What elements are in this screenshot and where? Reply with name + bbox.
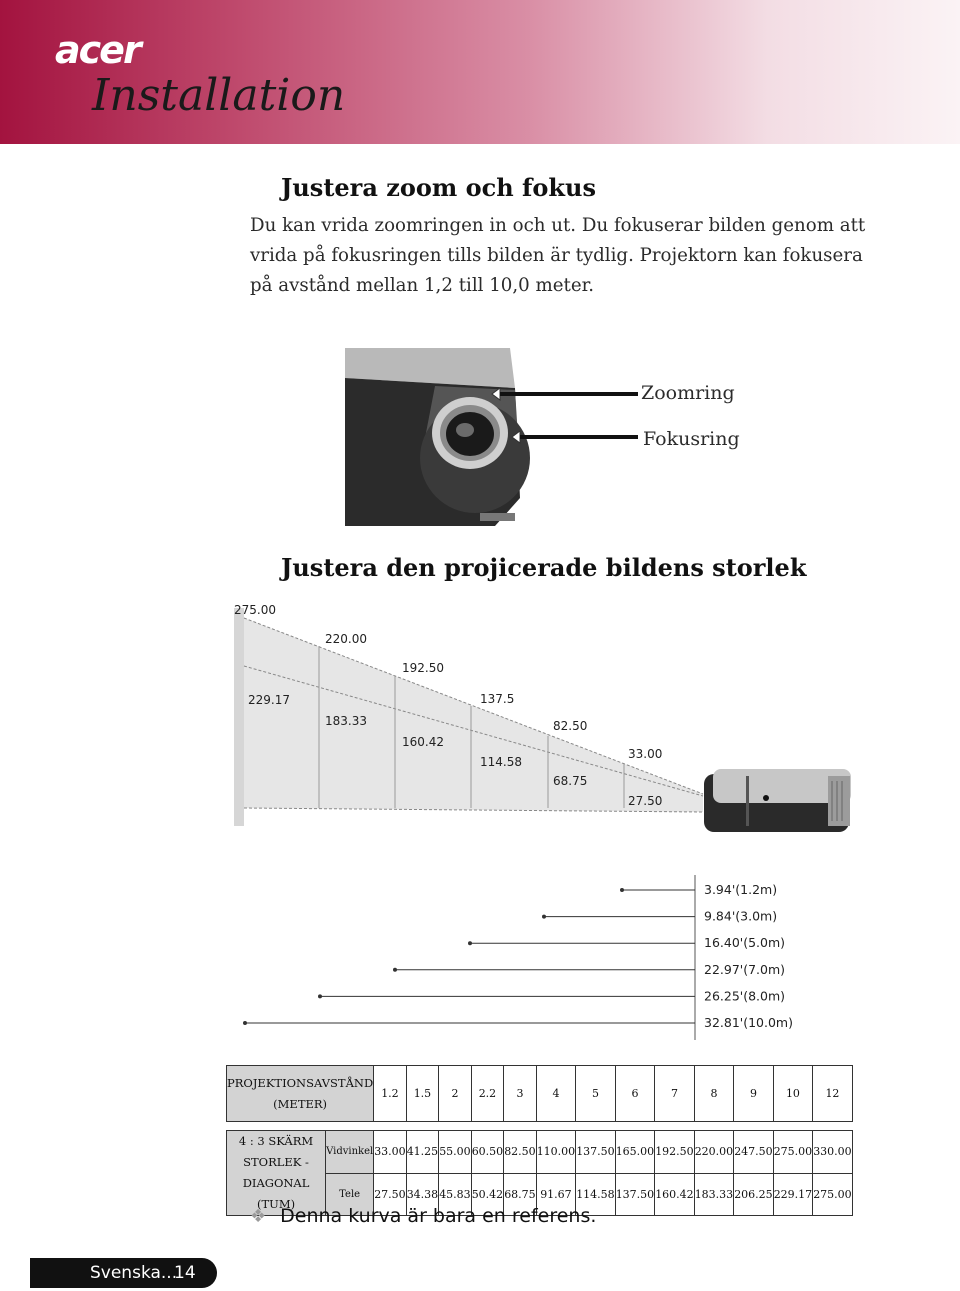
distance-label: 16.40'(5.0m) — [704, 935, 786, 951]
distance-cell: 1.5 — [406, 1066, 439, 1122]
distance-label: 9.84'(3.0m) — [704, 908, 778, 924]
distance-line-end — [394, 968, 397, 971]
table-cell: 206.25 — [734, 1173, 774, 1216]
table-cell: 247.50 — [734, 1131, 774, 1174]
distance-cell: 8 — [694, 1066, 734, 1122]
page-number: 14 — [174, 1263, 196, 1283]
zoom-focus-heading: Justera zoom och fokus — [281, 173, 596, 202]
screen-edge — [234, 608, 244, 826]
zoomring-label: Zoomring — [641, 382, 735, 404]
table-cell: 33.00 — [374, 1131, 407, 1174]
distance-label: 3.94'(1.2m) — [704, 882, 778, 897]
reference-note — [250, 1205, 596, 1227]
distance-label: 26.25'(8.0m) — [704, 988, 786, 1004]
distance-line-end — [621, 889, 624, 892]
zoom-focus-paragraph: Du kan vrida zoomringen in och ut. Du fokuserar bilden genom att vrida på fokusringen tills bilden är tydlig. Projektorn kan fokusera på avstånd mellan 1,2 till 10,0 meter. — [250, 215, 866, 296]
table-cell: 82.50 — [504, 1131, 537, 1174]
fokusring-label: Fokusring — [643, 428, 740, 450]
page-header — [0, 0, 960, 144]
table-cell: 60.50 — [471, 1131, 504, 1174]
table-cell: 34.38 — [406, 1173, 439, 1216]
distance-cell: 6 — [615, 1066, 655, 1122]
tele-size-label: 229.17 — [248, 693, 290, 707]
distance-diagram — [240, 870, 800, 1040]
wide-size-label: 33.00 — [628, 747, 663, 761]
callout-lines — [488, 380, 638, 450]
projection-size-diagram — [228, 596, 868, 836]
wide-size-label: 275.00 — [234, 603, 276, 617]
table-cell: 41.25 — [406, 1131, 439, 1174]
distance-cell: 1.2 — [374, 1066, 407, 1122]
tele-size-label: 68.75 — [553, 774, 588, 788]
table-cell: 45.83 — [439, 1173, 472, 1216]
distance-cell: 10 — [773, 1066, 813, 1122]
distance-line-end — [469, 942, 472, 945]
projector-illustration — [704, 769, 851, 832]
size-heading: Justera den projicerade bildens storlek — [281, 553, 807, 582]
table-cell: 68.75 — [504, 1173, 537, 1216]
table-cell: 114.58 — [576, 1173, 616, 1216]
distance-cell: 3 — [504, 1066, 537, 1122]
table-cell: 27.50 — [374, 1173, 407, 1216]
table-cell: 183.33 — [694, 1173, 734, 1216]
distance-label: 32.81'(10.0m) — [704, 1015, 793, 1030]
tele-size-label: 160.42 — [402, 735, 444, 749]
acer-logo: acer — [55, 28, 140, 72]
tele-size-label: 114.58 — [480, 755, 522, 769]
table-cell: 192.50 — [655, 1131, 695, 1174]
table-cell: 91.67 — [536, 1173, 576, 1216]
distance-header: PROJEKTIONSAVSTÅND (METER) — [227, 1066, 374, 1122]
distance-cell: 4 — [536, 1066, 576, 1122]
footer-language: Svenska... — [90, 1263, 178, 1283]
distance-cell: 7 — [655, 1066, 695, 1122]
distance-cell: 5 — [576, 1066, 616, 1122]
distance-line-end — [319, 995, 322, 998]
wide-size-label: 82.50 — [553, 719, 588, 733]
table-cell: 110.00 — [536, 1131, 576, 1174]
table-cell: 275.00 — [813, 1173, 853, 1216]
distance-cell: 12 — [813, 1066, 853, 1122]
distance-line-end — [543, 915, 546, 918]
page-title: Installation — [92, 70, 346, 121]
distance-cell: 9 — [734, 1066, 774, 1122]
row-label-wide: Vidvinkel — [326, 1131, 374, 1174]
distance-cell: 2.2 — [471, 1066, 504, 1122]
distance-label: 22.97'(7.0m) — [704, 961, 786, 977]
wide-size-label: 192.50 — [402, 661, 444, 675]
reference-note-text: Denna kurva är bara en referens. — [280, 1205, 597, 1227]
row-label-tele: Tele — [326, 1173, 374, 1216]
table-cell: 229.17 — [773, 1173, 813, 1216]
distance-line-end — [244, 1022, 247, 1025]
table-cell: 330.00 — [813, 1131, 853, 1174]
projection-spec-table — [226, 1065, 853, 1216]
tele-size-label: 183.33 — [325, 714, 367, 728]
diamond-bullet-icon: ❖ — [250, 1206, 267, 1227]
table-cell: 50.42 — [471, 1173, 504, 1216]
page-footer — [30, 1258, 217, 1288]
tele-size-label: 27.50 — [628, 794, 663, 808]
table-cell: 137.50 — [576, 1131, 616, 1174]
table-cell: 137.50 — [615, 1173, 655, 1216]
table-cell: 165.00 — [615, 1131, 655, 1174]
table-cell: 220.00 — [694, 1131, 734, 1174]
wide-size-label: 137.5 — [480, 692, 515, 706]
table-cell: 55.00 — [439, 1131, 472, 1174]
table-cell: 160.42 — [655, 1173, 695, 1216]
size-header: 4 : 3 SKÄRM STORLEK - DIAGONAL (TUM) — [227, 1131, 326, 1216]
table-cell: 275.00 — [773, 1131, 813, 1174]
wide-size-label: 220.00 — [325, 632, 367, 646]
distance-cell: 2 — [439, 1066, 472, 1122]
